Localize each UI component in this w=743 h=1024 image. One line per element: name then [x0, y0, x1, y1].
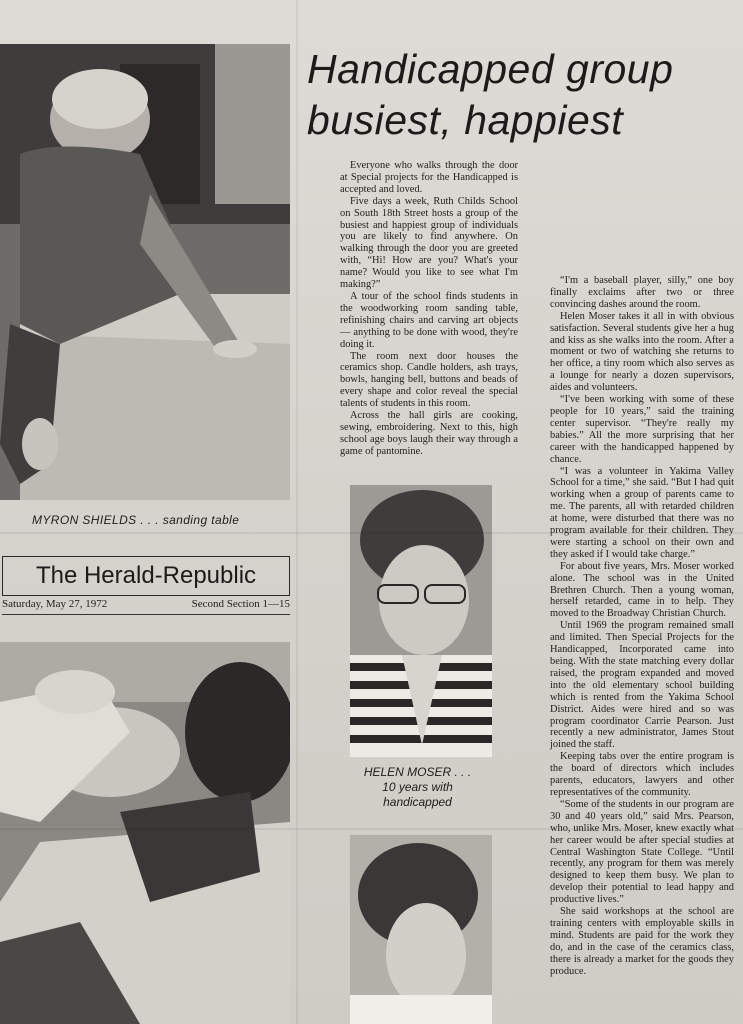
paragraph: Across the hall girls are cooking, sewing, embroidering. Next to this, high school age boys laugh their way through a game of pantomine.: [340, 410, 518, 457]
headline-line-2: busiest, happiest: [307, 97, 624, 143]
headline-line-1: Handicapped group: [307, 46, 674, 92]
paragraph: Everyone who walks through the door at Special projects for the Handicapped is accepted and loved.: [340, 160, 518, 195]
photo-carrie-pearson: [350, 835, 492, 1024]
photo-helen-moser: [350, 485, 492, 757]
masthead: The Herald-Republic: [2, 556, 290, 596]
caption-line: HELEN MOSER . . .: [363, 765, 472, 779]
article-column-2: [550, 275, 734, 977]
caption-line: 10 years with: [382, 780, 453, 794]
issue-date: Saturday, May 27, 1972: [2, 598, 108, 610]
paragraph: For about five years, Mrs. Moser worked alone. The school was in the United Brethren Church. Then a young woman, herself retarded, came in to help. They moved to the Broadway Christian Church.: [550, 560, 734, 620]
dateline-rule: [2, 614, 290, 615]
paragraph: A tour of the school finds students in the woodworking room sanding table, refinishing chairs and carving art objects — anything to be done with wood, they're doing it.: [340, 290, 518, 350]
paragraph: Keeping tabs over the entire program is the board of directors which includes parents, educators, lawyers and other representatives of the community.: [550, 751, 734, 798]
paragraph: Until 1969 the program remained small and limited. Then Special Projects for the Handicapped, Incorporated came into being. With the state matching every dollar raised, the program expanded and moved into the old elementary school building which is rented from the Yakima School District. Aides were hired and so was program coordinator Carrie Pearson. Just recently a new administrator, James Stout joined the staff.: [550, 620, 734, 751]
paper-fold: [0, 828, 743, 830]
paragraph: She said workshops at the school are training centers with employable skills in mind. Students are paid for the work they do, and in the case of the ceramics class, there is already a market for the goods they produce.: [550, 906, 734, 977]
caption-myron-shields: MYRON SHIELDS . . . sanding table: [32, 513, 240, 527]
paragraph: “I was a volunteer in Yakima Valley School for a time,” she said. “But I had quit working when a group of parents came to me. The parents, all with retarded children at home, were disturbed that there was no program available for their children. They were starting a school on their own and they asked if I would take charge.”: [550, 465, 734, 560]
section-label: Second Section 1—15: [191, 598, 290, 610]
paragraph: Five days a week, Ruth Childs School on South 18th Street hosts a group of the busiest and happiest group of individuals you are likely to find anywhere. On walking through the door you are greeted with, “Hi! How are you? What's your name? Would you like to see what I'm making?”: [340, 195, 518, 291]
article-column-1: [340, 160, 518, 458]
paper-fold: [0, 532, 743, 534]
paragraph: Helen Moser takes it all in with obvious satisfaction. Several students give her a hug and kiss as she walks into the room. After a moment or two of watching she returns to her office, a tiny room which also serves as a lounge for nearly a dozen supervisors, aides and volunteers.: [550, 310, 734, 394]
paragraph: “I'm a baseball player, silly,” one boy finally exclaims after two or three convincing dashes around the room.: [550, 275, 734, 310]
article-headline: [307, 44, 737, 146]
paper-fold: [296, 0, 298, 1024]
dateline: [2, 598, 290, 610]
caption-helen-moser: [345, 765, 490, 810]
photo-myron-shields: [0, 44, 290, 500]
paragraph: “I've been working with some of these people for 10 years,” said the training center supervisor. “They're really my babies.” All the more surprising that her career with the handicapped happened by chance.: [550, 394, 734, 465]
photo-student-ceramics: [0, 642, 290, 1024]
caption-line: handicapped: [383, 795, 452, 809]
paragraph: The room next door houses the ceramics shop. Candle holders, ash trays, bowls, hanging bell, buttons and beads of every shape and color reveal the special talents of students in this room.: [340, 350, 518, 410]
paragraph: “Some of the students in our program are 30 and 40 years old,” said Mrs. Pearson, who, unlike Mrs. Moser, knew exactly what her career would be after special studies at Central Washington State College. “Until recently, any program for them was merely designed to keep them busy. We plan to develop their potential to lead happy and productive lives.”: [550, 798, 734, 906]
